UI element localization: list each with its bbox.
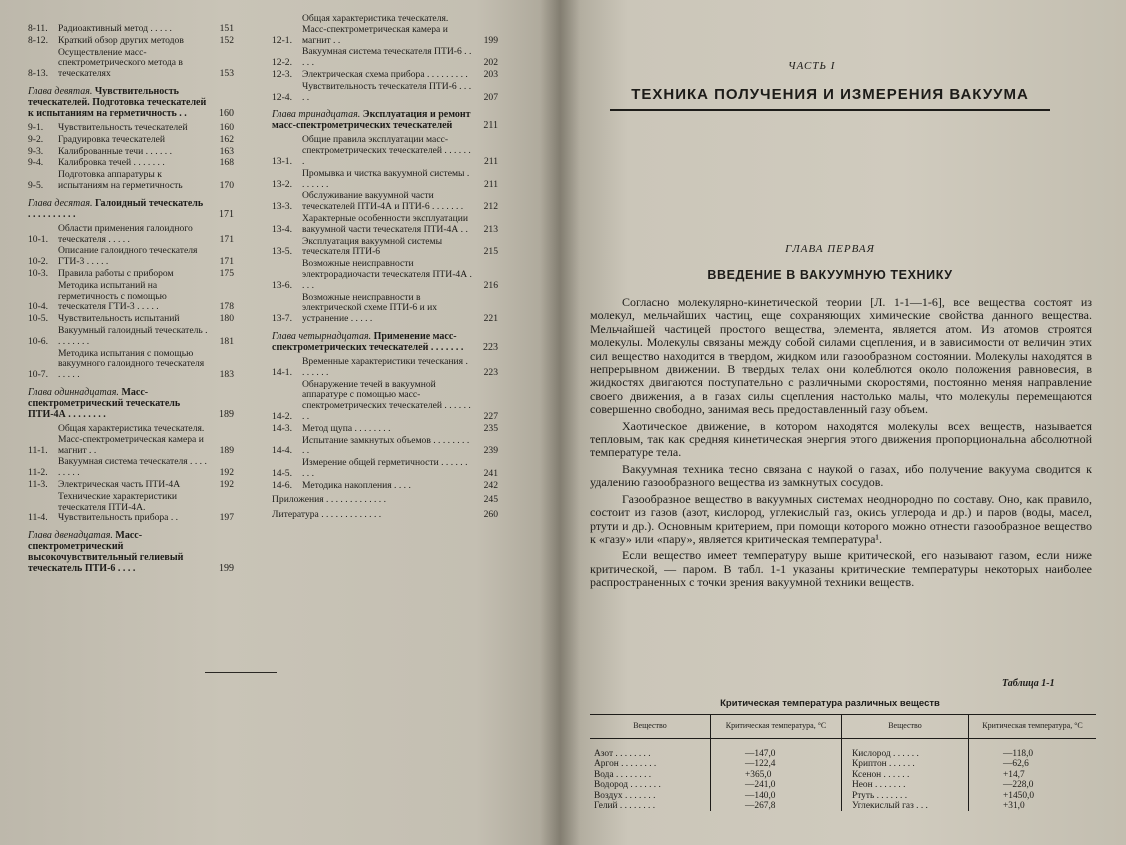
- toc-text: Электрическая часть ПТИ-4А: [58, 478, 181, 490]
- toc-number: 9-4.: [28, 157, 44, 169]
- critical-temperature: +31,0: [1003, 801, 1025, 812]
- toc-text: Приложения . . . . . . . . . . . . .: [272, 494, 387, 506]
- toc-text: Общая характеристика теческателя. Масс-спектрометрическая камера и магнит . .: [58, 422, 205, 456]
- substance-name: Воздух . . . . . . .: [590, 791, 711, 801]
- toc-page-number: 215: [483, 246, 498, 258]
- toc-chapter-text: Применение масс-спектрометрических теческателей . . . . . . .: [272, 330, 464, 353]
- paragraph: Газообразное вещество в вакуумных системах неоднородно по составу. Оно, как правило, состоит из газов (азот, кислород, углекислый газ, окись углерода и др.) и паров (воды, масел, ртути и др.). Основным критерием, при помощи которого можно отнести газообразное вещество к «газу» или «пару», является критическая температура¹.: [590, 491, 1092, 546]
- toc-number: 11-1.: [28, 444, 48, 456]
- toc-text: Чувствительность теческателя ПТИ-6 . . . . .: [302, 80, 472, 103]
- toc-page-number: 212: [483, 201, 498, 213]
- toc-text: Осуществление масс-спектрометрического метода в теческателях: [58, 46, 183, 80]
- toc-entry: [28, 424, 234, 456]
- toc-entry: [272, 237, 498, 259]
- toc-chapter-title: [272, 109, 472, 131]
- toc-page-number: 175: [219, 267, 234, 279]
- toc-column-2: [272, 14, 498, 521]
- table-row: [590, 739, 1096, 760]
- toc-page-number: 242: [483, 479, 498, 491]
- toc-number: 10-7.: [28, 369, 48, 381]
- toc-page-number: 183: [219, 369, 234, 381]
- toc-text: Чувствительность теческателей: [58, 121, 188, 133]
- toc-text: Калибровка течей . . . . . . .: [58, 157, 165, 169]
- toc-text: Испытание замкнутых объемов . . . . . . . . . .: [302, 434, 470, 457]
- toc-text: Калиброванные течи . . . . . .: [58, 145, 172, 157]
- toc-text: Вакуумный галоидный теческатель . . . . . . . .: [58, 324, 208, 347]
- toc-page-number: 189: [219, 408, 234, 420]
- paragraph: Если вещество имеет температуру выше критической, его называют газом, если ниже критической, — паром. В табл. 1-1 указаны критические температуры некоторых наиболее распространенных с точки зрения вакуумной техники веществ.: [590, 548, 1092, 590]
- toc-page-number: 152: [219, 34, 234, 46]
- table-caption: Таблица 1-1: [1002, 678, 1055, 689]
- toc-entry: [28, 480, 234, 491]
- toc-number: 14-5.: [272, 467, 292, 479]
- toc-page-number: 192: [219, 467, 234, 479]
- substance-name: Аргон . . . . . . . .: [590, 759, 711, 769]
- toc-page-number: 223: [483, 366, 498, 378]
- toc-entry: [28, 246, 234, 268]
- toc-chapter: [272, 109, 498, 131]
- end-rule: [205, 672, 277, 673]
- table-row: [590, 801, 1096, 811]
- toc-entry: [28, 349, 234, 381]
- table-header: Вещество: [842, 715, 969, 739]
- toc-chapter-text: Масс-спектрометрический теческатель ПТИ-4А . . . . . . . .: [28, 386, 181, 420]
- toc-page-number: 227: [483, 410, 498, 422]
- toc-entry: [272, 169, 498, 191]
- toc-number: 10-6.: [28, 335, 48, 347]
- substance-name: Неон . . . . . . .: [842, 780, 969, 790]
- toc-chapter-label: Глава девятая.: [28, 85, 93, 97]
- table-row: [590, 770, 1096, 780]
- toc-entry: [272, 424, 498, 435]
- toc-chapter-title: [28, 86, 208, 119]
- table-header: Вещество: [590, 715, 711, 739]
- toc-page-number: 192: [219, 478, 234, 490]
- toc-text: Характерные особенности эксплуатации вакуумной части теческателя ПТИ-4А . .: [302, 212, 469, 235]
- toc-chapter-label: Глава двенадцатая.: [28, 530, 113, 542]
- toc-page-number: 189: [219, 444, 234, 456]
- substance-name: Ксенон . . . . . .: [842, 770, 969, 780]
- toc-text: Описание галоидного теческателя ГТИ-3 . . . . .: [58, 245, 198, 268]
- toc-entry: [272, 214, 498, 236]
- toc-number: 10-1.: [28, 233, 48, 245]
- toc-text: Литература . . . . . . . . . . . . .: [272, 509, 382, 521]
- toc-entry: [28, 123, 234, 134]
- substance-name: Кислород . . . . . .: [842, 739, 969, 760]
- toc-entry: [28, 48, 234, 80]
- toc-entry: [272, 357, 498, 379]
- toc-page-number: 178: [219, 301, 234, 313]
- paragraph: Хаотическое движение, в котором находятся молекулы всех веществ, называется тепловым, так как средняя кинетическая энергия этого движения пропорциональна абсолютной температуре тела.: [590, 418, 1092, 460]
- toc-entry: [28, 457, 234, 479]
- toc-number: 13-1.: [272, 155, 292, 167]
- toc-chapter-title: [28, 387, 208, 420]
- toc-column-1: [28, 24, 234, 578]
- toc-number: 13-4.: [272, 223, 292, 235]
- toc-chapter-text: Масс-спектрометрический высокочувствительный гелиевый теческатель ПТИ-6 . . . .: [28, 530, 184, 575]
- toc-chapter-title: [272, 331, 472, 353]
- table-header-row: [590, 715, 1096, 739]
- table-body: [590, 739, 1096, 812]
- toc-text: Области применения галоидного теческателя . . . . .: [58, 222, 193, 245]
- toc-text: Обнаружение течей в вакуумной аппаратуре с помощью масс-спектрометрических теческателей . . . . . . . .: [302, 378, 471, 422]
- toc-number: 8-11.: [28, 23, 48, 34]
- toc-entry: [28, 281, 234, 313]
- toc-text: Общая характеристика теческателя. Масс-спектрометрическая камера и магнит . .: [302, 13, 449, 46]
- toc-entry: [28, 314, 234, 325]
- toc-text: Измерение общей герметичности . . . . . . . . .: [302, 457, 468, 479]
- toc-page-number: 151: [219, 23, 234, 34]
- critical-temperature: +14,7: [1003, 769, 1025, 780]
- toc-text: Промывка и чистка вакуумной системы . . . . . . .: [302, 167, 470, 190]
- toc-number: 9-2.: [28, 133, 44, 145]
- toc-page-number: 197: [219, 512, 234, 524]
- toc-entry: [28, 24, 234, 35]
- toc-text: Вакуумная система теческателя ПТИ-6 . . . . .: [302, 46, 472, 69]
- toc-text: Методика накопления . . . .: [302, 479, 411, 491]
- toc-text: Чувствительность испытаний: [58, 313, 180, 325]
- toc-number: 9-5.: [28, 179, 44, 191]
- body-text: [590, 296, 1092, 593]
- toc-page-number: 211: [483, 155, 498, 167]
- toc-text: Краткий обзор других методов: [58, 34, 184, 46]
- substance-name: Азот . . . . . . . .: [590, 739, 711, 760]
- toc-page-number: 241: [483, 467, 498, 479]
- toc-text: Электрическая схема прибора . . . . . . . . .: [302, 68, 468, 80]
- toc-entry: [272, 191, 498, 213]
- toc-page-number: 171: [219, 256, 234, 268]
- toc-number: 13-2.: [272, 178, 292, 190]
- toc-page-number: 223: [483, 341, 498, 353]
- toc-chapter: [28, 387, 234, 420]
- substance-name: Ртуть . . . . . . .: [842, 791, 969, 801]
- toc-chapter-label: Глава одиннадцатая.: [28, 386, 119, 398]
- toc-text: Вакуумная система теческателя . . . . . . . . .: [58, 456, 207, 479]
- part-label: ЧАСТЬ I: [788, 60, 836, 72]
- toc-page-number: 160: [219, 107, 234, 119]
- toc-page-number: 211: [483, 120, 498, 132]
- critical-temperature: —241,0: [711, 780, 842, 790]
- toc-page-number: 163: [219, 145, 234, 157]
- toc-text: Возможные неисправности электрорадиочасти теческателя ПТИ-4А . . . .: [302, 258, 472, 291]
- toc-page-number: 202: [483, 57, 498, 69]
- toc-entry: [28, 170, 234, 192]
- toc-number: 10-5.: [28, 313, 48, 325]
- toc-page-number: 213: [483, 223, 498, 235]
- toc-entry: [28, 135, 234, 146]
- toc-number: 12-1.: [272, 34, 292, 46]
- toc-number: 12-2.: [272, 57, 292, 69]
- toc-chapter: [28, 86, 234, 119]
- toc-entry: [272, 436, 498, 458]
- toc-entry: [272, 14, 498, 46]
- toc-page-number: 239: [483, 445, 498, 457]
- critical-temperature: —122,4: [711, 759, 842, 769]
- critical-temperature-table: [590, 714, 1096, 811]
- table-row: [590, 791, 1096, 801]
- toc-page-number: 171: [219, 233, 234, 245]
- toc-page-number: 162: [219, 133, 234, 145]
- toc-number: 11-2.: [28, 467, 48, 479]
- toc-item: [272, 495, 498, 506]
- chapter-title: ВВЕДЕНИЕ В ВАКУУМНУЮ ТЕХНИКУ: [707, 268, 953, 282]
- toc-entry: [272, 481, 498, 492]
- toc-page-number: 221: [483, 313, 498, 325]
- toc-number: 13-7.: [272, 313, 292, 325]
- toc-chapter: [28, 198, 234, 220]
- toc-item: [272, 510, 498, 521]
- toc-number: 10-3.: [28, 267, 48, 279]
- toc-text: Методика испытания с помощью вакуумного галоидного теческателя . . . . .: [58, 347, 205, 381]
- substance-name: Водород . . . . . . .: [590, 780, 711, 790]
- toc-number: 13-5.: [272, 246, 292, 258]
- toc-chapter-text: Чувствительность теческателей. Подготовка теческателей к испытаниям на герметичность . .: [28, 85, 207, 119]
- toc-text: Подготовка аппаратуры к испытаниям на герметичность: [58, 169, 183, 191]
- critical-temperature: —228,0: [1003, 780, 1034, 791]
- toc-page-number: 153: [219, 68, 234, 80]
- toc-chapter: [28, 530, 234, 574]
- toc-text: Временные характеристики теческания . . . . . . .: [302, 355, 468, 378]
- left-page: [0, 0, 560, 845]
- toc-text: Градуировка теческателей: [58, 133, 166, 145]
- toc-page-number: 207: [483, 91, 498, 103]
- chapter-label: ГЛАВА ПЕРВАЯ: [785, 243, 875, 255]
- table-header: Критическая температура, °С: [969, 715, 1097, 739]
- toc-entry: [28, 492, 234, 524]
- table-header: Критическая температура, °С: [711, 715, 842, 739]
- toc-page-number: 168: [219, 157, 234, 169]
- toc-entry: [28, 36, 234, 47]
- critical-temperature: —147,0: [711, 739, 842, 760]
- toc-number: 10-2.: [28, 256, 48, 268]
- toc-chapter: [272, 331, 498, 353]
- toc-entry: [272, 47, 498, 69]
- toc-chapter-title: [28, 530, 208, 574]
- toc-page-number: 260: [483, 509, 498, 521]
- toc-chapter-text: Галоидный теческатель . . . . . . . . . .: [28, 197, 204, 220]
- table-row: [590, 759, 1096, 769]
- critical-temperature: +1450,0: [1003, 790, 1035, 801]
- toc-entry: [272, 458, 498, 480]
- toc-page-number: 216: [483, 279, 498, 291]
- toc-text: Радиоактивный метод . . . . .: [58, 23, 172, 34]
- toc-page-number: 203: [483, 68, 498, 80]
- toc-entry: [28, 326, 234, 348]
- toc-chapter-label: Глава тринадцатая.: [272, 109, 361, 121]
- toc-page-number: 170: [219, 179, 234, 191]
- critical-temperature: —267,8: [711, 801, 842, 811]
- toc-text: Возможные неисправности в электрической схеме ПТИ-6 и их устранение . . . . .: [302, 291, 438, 325]
- toc-chapter-label: Глава десятая.: [28, 197, 93, 209]
- substance-name: Криптон . . . . . .: [842, 759, 969, 769]
- toc-text: Правила работы с прибором: [58, 267, 174, 279]
- toc-entry: [272, 293, 498, 325]
- toc-text: Технические характеристики теческателя ПТИ-4А. Чувствительность прибора . .: [58, 490, 179, 524]
- toc-number: 12-4.: [272, 91, 292, 103]
- toc-page-number: 160: [219, 121, 234, 133]
- critical-temperature: —62,6: [1003, 759, 1029, 770]
- toc-number: 14-1.: [272, 366, 292, 378]
- toc-text: Эксплуатация вакуумной системы теческателя ПТИ-6: [302, 235, 443, 258]
- table-title: Критическая температура различных веществ: [720, 698, 940, 709]
- toc-number: 13-6.: [272, 279, 292, 291]
- toc-entry: [272, 135, 498, 167]
- toc-page-number: 181: [219, 335, 234, 347]
- toc-number: 11-3.: [28, 478, 48, 490]
- part-title: ТЕХНИКА ПОЛУЧЕНИЯ И ИЗМЕРЕНИЯ ВАКУУМА: [610, 86, 1050, 111]
- substance-name: Вода . . . . . . . .: [590, 770, 711, 780]
- toc-chapter-text: Эксплуатация и ремонт масс-спектрометрических теческателей: [272, 109, 471, 132]
- toc-entry: [272, 380, 498, 423]
- toc-entry: [272, 82, 498, 104]
- toc-page-number: 199: [483, 34, 498, 46]
- toc-number: 10-4.: [28, 301, 48, 313]
- toc-page-number: 171: [219, 208, 234, 220]
- toc-entry: [28, 224, 234, 246]
- toc-text: Обслуживание вакуумной части теческателей ПТИ-4А и ПТИ-6 . . . . . . .: [302, 190, 464, 213]
- toc-number: 13-3.: [272, 201, 292, 213]
- toc-number: 9-1.: [28, 121, 44, 133]
- substance-name: Гелий . . . . . . . .: [590, 801, 711, 811]
- toc-number: 8-12.: [28, 34, 48, 46]
- toc-text: Метод щупа . . . . . . . .: [302, 422, 391, 434]
- toc-page-number: 211: [483, 178, 498, 190]
- toc-chapter-title: [28, 198, 208, 220]
- toc-entry: [272, 70, 498, 81]
- toc-text: Общие правила эксплуатации масс-спектрометрических теческателей . . . . . . .: [302, 134, 471, 167]
- table-row: [590, 780, 1096, 790]
- toc-text: Методика испытаний на герметичность с помощью теческателя ГТИ-3 . . . . .: [58, 279, 167, 313]
- toc-number: 11-4.: [28, 512, 48, 524]
- paragraph: Согласно молекулярно-кинетической теории [Л. 1-1—1-6], все вещества состоят из молекул, мельчайших частиц, еще сохраняющих химические свойства данного вещества. Мельчайшей частицей простого вещества, элемента, является атом. Из атомов строятся молекулы. Молекулы связаны между собой силами сцепления, и в зависимости от величин этих сил вещество находится в твердом, жидком или газообразном состоянии. Молекулы находятся в непрерывном движении. В твердых телах они колеблются около положения равновесия, в жидкостях двигаются поступательно с различными скоростями, постоянно меняя направление своего движения, а в газах силы сцепления настолько малы, что молекулы перемещаются совершенно свободно, занимая весь предоставленный газу объем.: [590, 295, 1092, 417]
- toc-number: 8-13.: [28, 68, 48, 80]
- critical-temperature: —140,0: [711, 791, 842, 801]
- toc-page-number: 245: [483, 494, 498, 506]
- paragraph: Вакуумная техника тесно связана с наукой о газах, ибо получение вакуума сводится к удалению газообразного вещества из замкнутых сосудов.: [590, 461, 1092, 490]
- toc-page-number: 180: [219, 313, 234, 325]
- toc-chapter-label: Глава четырнадцатая.: [272, 330, 372, 342]
- toc-entry: [28, 269, 234, 280]
- critical-temperature: —118,0: [1003, 749, 1034, 759]
- toc-entry: [272, 259, 498, 291]
- right-page: [560, 0, 1126, 845]
- critical-temperature: +365,0: [711, 770, 842, 780]
- book-gutter: [540, 0, 580, 845]
- toc-entry: [28, 147, 234, 158]
- toc-number: 9-3.: [28, 145, 44, 157]
- toc-number: 14-3.: [272, 422, 292, 434]
- toc-number: 14-2.: [272, 410, 292, 422]
- toc-number: 14-6.: [272, 479, 292, 491]
- substance-name: Углекислый газ . . .: [842, 801, 969, 811]
- toc-number: 14-4.: [272, 445, 292, 457]
- toc-page-number: 235: [483, 422, 498, 434]
- toc-number: 12-3.: [272, 68, 292, 80]
- toc-entry: [28, 158, 234, 169]
- toc-page-number: 199: [219, 563, 234, 575]
